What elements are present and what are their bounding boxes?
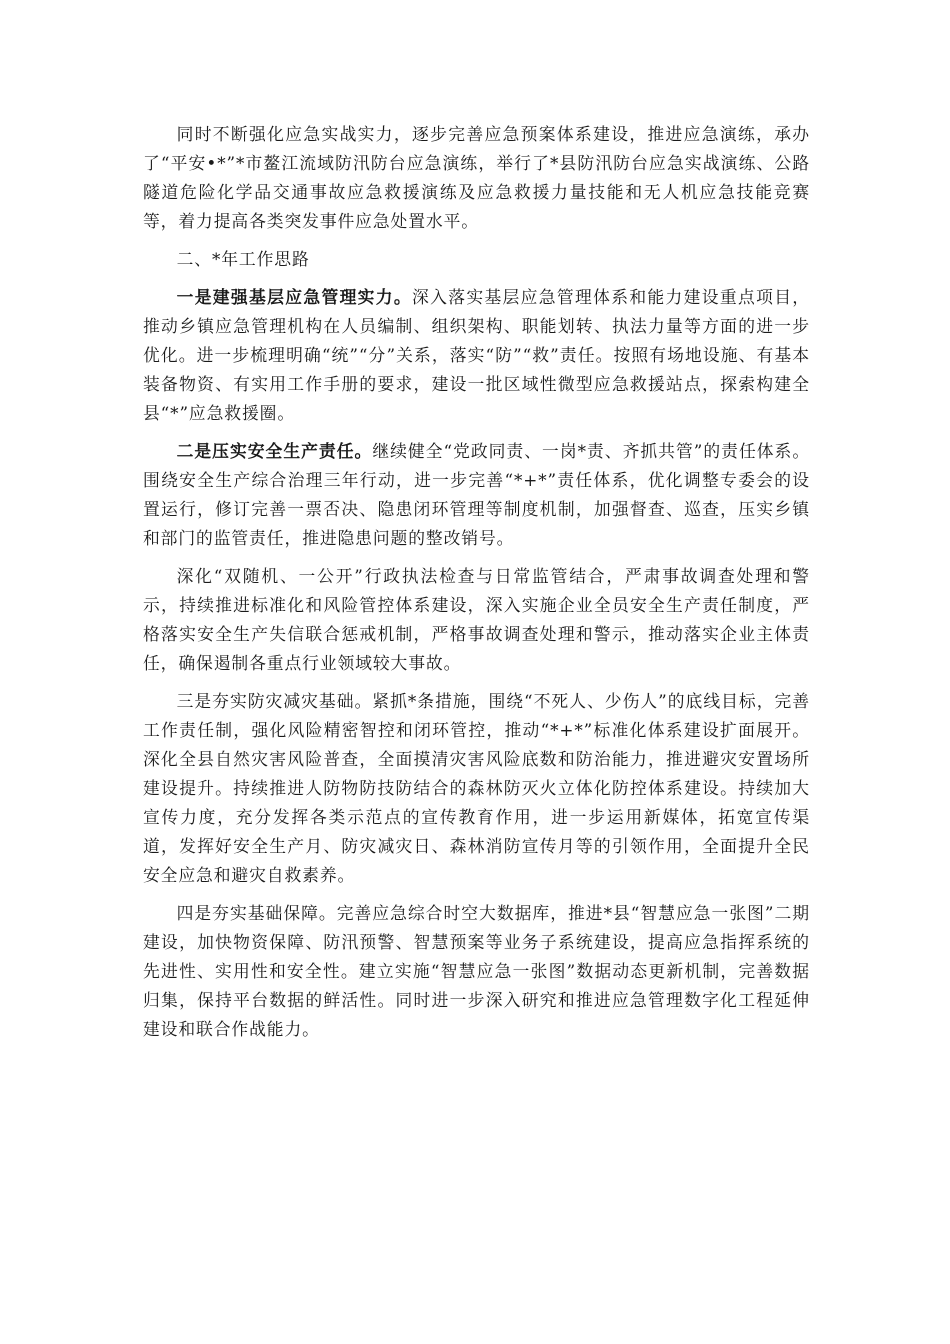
item-infrastructure <box>143 899 810 1044</box>
item-text: 深入落实基层应急管理体系和能力建设重点项目，推动乡镇应急管理机构在人员编制、组织架构、职能划转、执法力量等方面的进一步优化。进一步梳理明确“统”“分”关系，落实“防”“救”责任。按照有场地设施、有基本装备物资、有实用工作手册的要求，建设一批区域性微型应急救援站点，探索构建全县“*”应急救援圈。 <box>143 287 810 423</box>
item-law-enforcement <box>143 562 810 678</box>
item-text: 继续健全“党政同责、一岗*责、齐抓共管”的责任体系。围绕安全生产综合治理三年行动，进一步完善“*+*”责任体系，优化调整专委会的设置运行，修订完善一票否决、隐患闭环管理等制度机制，加强督查、巡查，压实乡镇和部门的监管责任，推进隐患问题的整改销号。 <box>143 441 810 548</box>
item-lead: 二是压实安全生产责任。 <box>176 441 373 461</box>
paragraph-text: 同时不断强化应急实战实力，逐步完善应急预案体系建设，推进应急演练，承办了“平安•*”*市鳌江流域防汛防台应急演练，举行了*县防汛防台应急实战演练、公路隧道危险化学品交通事故应急救援演练及应急救援力量技能和无人机应急技能竞赛等，着力提高各类突发事件应急处置水平。 <box>143 124 810 231</box>
item-text: 三是夯实防灾减灾基础。紧抓*条措施，围绕“不死人、少伤人”的底线目标，完善工作责任制，强化风险精密智控和闭环管控，推动“*+*”标准化体系建设扩面展开。深化全县自然灾害风险普查，全面摸清灾害风险底数和防治能力，推进避灾安置场所建设提升。持续推进人防物防技防结合的森林防灭火立体化防控体系建设。持续加大宣传力度，充分发挥各类示范点的宣传教育作用，进一步运用新媒体，拓宽宣传渠道，发挥好安全生产月、防灾减灾日、森林消防宣传月等的引领作用，全面提升全民安全应急和避灾自救素养。 <box>143 691 810 885</box>
paragraph-emergency-drills <box>143 120 810 236</box>
item-grassroots-capacity <box>143 283 810 428</box>
item-text: 深化“双随机、一公开”行政执法检查与日常监管结合，严肃事故调查处理和警示，持续推进标准化和风险管控体系建设，深入实施企业全员安全生产责任制度，严格落实安全生产失信联合惩戒机制，严格事故调查处理和警示，推动落实企业主体责任，确保遏制各重点行业领域较大事故。 <box>143 566 810 673</box>
item-disaster-prevention <box>143 687 810 890</box>
section-heading-work-plan: 二、*年工作思路 <box>176 249 310 269</box>
item-production-safety <box>143 437 810 553</box>
document-body <box>143 120 810 1053</box>
item-text: 四是夯实基础保障。完善应急综合时空大数据库，推进*县“智慧应急一张图”二期建设，加快物资保障、防汛预警、智慧预案等业务子系统建设，提高应急指挥系统的先进性、实用性和安全性。建立实施“智慧应急一张图”数据动态更新机制，完善数据归集，保持平台数据的鲜活性。同时进一步深入研究和推进应急管理数字化工程延伸建设和联合作战能力。 <box>143 903 810 1039</box>
item-lead: 一是建强基层应急管理实力。 <box>176 287 413 307</box>
